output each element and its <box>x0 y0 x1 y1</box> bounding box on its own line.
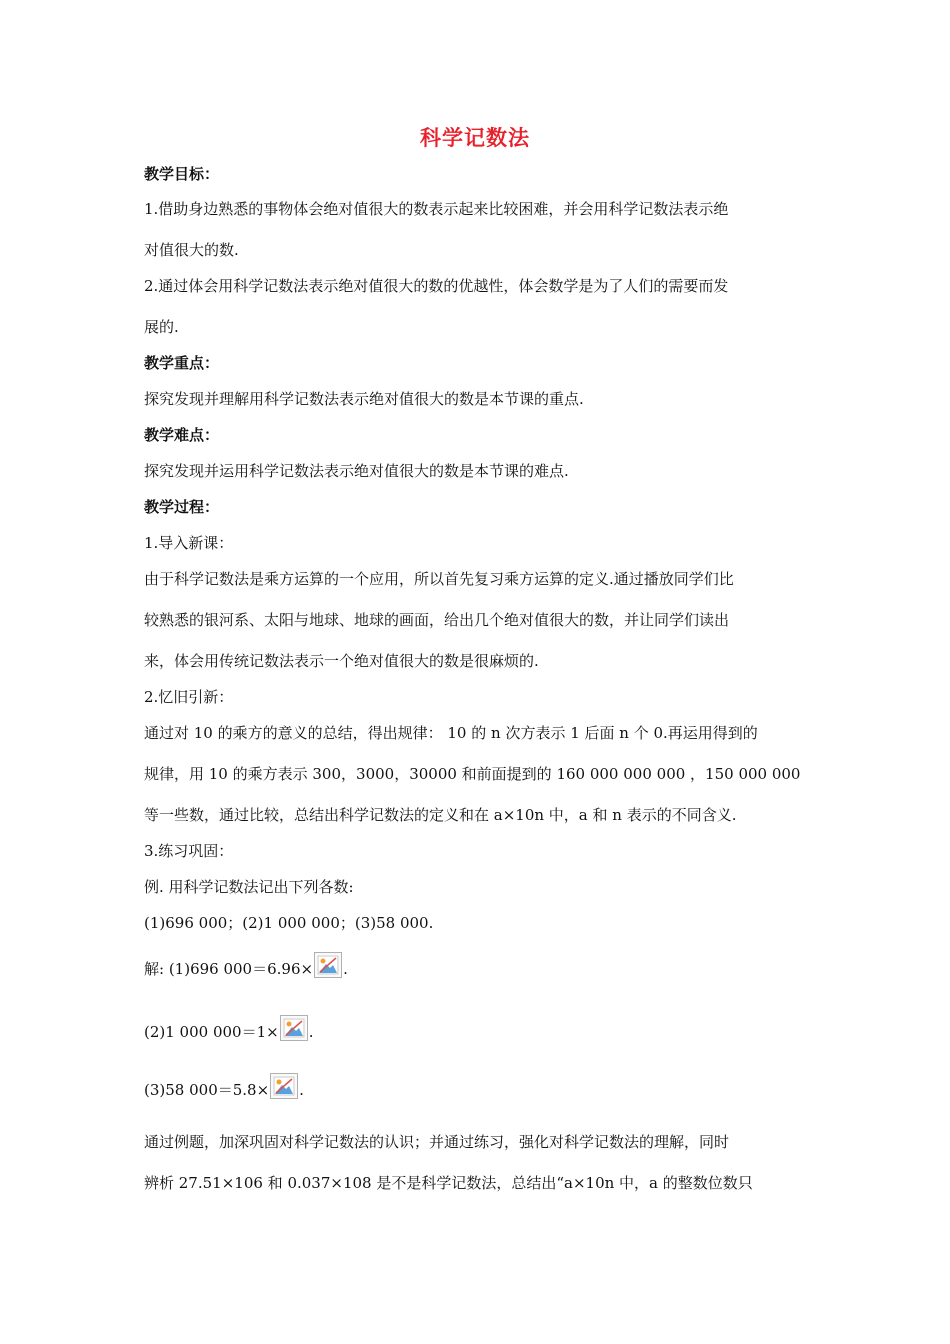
summary-line1: 通过例题，加深巩固对科学记数法的认识；并通过练习，强化对科学记数法的理解，同时 <box>144 1133 730 1151</box>
broken-image-icon <box>270 1073 298 1099</box>
process-heading: 教学过程： <box>144 498 220 516</box>
solution-2-text: (2)1 000 000＝1× <box>144 1023 279 1041</box>
step1-line1: 由于科学记数法是乘方运算的一个应用，所以首先复习乘方运算的定义.通过播放同学们比 <box>144 570 734 588</box>
step1-title: 1.导入新课： <box>144 534 234 552</box>
step1-line3: 来，体会用传统记数法表示一个绝对值很大的数是很麻烦的. <box>144 652 539 670</box>
solution-1 <box>144 952 814 979</box>
solution-1-text: 解: (1)696 000＝6.96× <box>144 960 314 978</box>
broken-image-icon <box>280 1015 308 1041</box>
summary-line2: 辨析 27.51×106 和 0.037×108 是不是科学记数法，总结出“a×10n 中，a 的整数位数只 <box>144 1174 753 1192</box>
example-prompt: 例. 用科学记数法记出下列各数: <box>144 878 354 896</box>
key-heading: 教学重点： <box>144 354 220 372</box>
example-items: (1)696 000；(2)1 000 000；(3)58 000. <box>144 914 434 932</box>
difficult-heading: 教学难点： <box>144 426 220 444</box>
step2-line3: 等一些数，通过比较，总结出科学记数法的定义和在 a×10n 中，a 和 n 表示的不同含义. <box>144 806 737 824</box>
step1-line2: 较熟悉的银河系、太阳与地球、地球的画面，给出几个绝对值很大的数，并让同学们读出 <box>144 611 730 629</box>
solution-3-end: . <box>299 1081 304 1099</box>
goal1-line2: 对值很大的数. <box>144 241 239 259</box>
step2-title: 2.忆旧引新： <box>144 688 234 706</box>
broken-image-icon <box>314 952 342 978</box>
goals-heading: 教学目标： <box>144 165 220 183</box>
solution-3 <box>144 1073 814 1100</box>
step2-line2: 规律，用 10 的乘方表示 300，3000，30000 和前面提到的 160 000 000 000 ，150 000 000 <box>144 765 801 783</box>
difficult-text: 探究发现并运用科学记数法表示绝对值很大的数是本节课的难点. <box>144 462 569 480</box>
step2-line1: 通过对 10 的乘方的意义的总结，得出规律： 10 的 n 次方表示 1 后面 n 个 0.再运用得到的 <box>144 724 758 742</box>
step3-title: 3.练习巩固： <box>144 842 234 860</box>
page-title: 科学记数法 <box>420 126 530 150</box>
key-text: 探究发现并理解用科学记数法表示绝对值很大的数是本节课的重点. <box>144 390 584 408</box>
solution-2 <box>144 1015 814 1042</box>
goal1-line1: 1.借助身边熟悉的事物体会绝对值很大的数表示起来比较困难，并会用科学记数法表示绝 <box>144 200 729 218</box>
solution-2-end: . <box>308 1023 314 1041</box>
goal2-line2: 展的. <box>144 318 179 336</box>
solution-1-end: . <box>343 960 348 978</box>
goal2-line1: 2.通过体会用科学记数法表示绝对值很大的数的优越性，体会数学是为了人们的需要而发 <box>144 277 729 295</box>
solution-3-text: (3)58 000＝5.8× <box>144 1081 270 1099</box>
